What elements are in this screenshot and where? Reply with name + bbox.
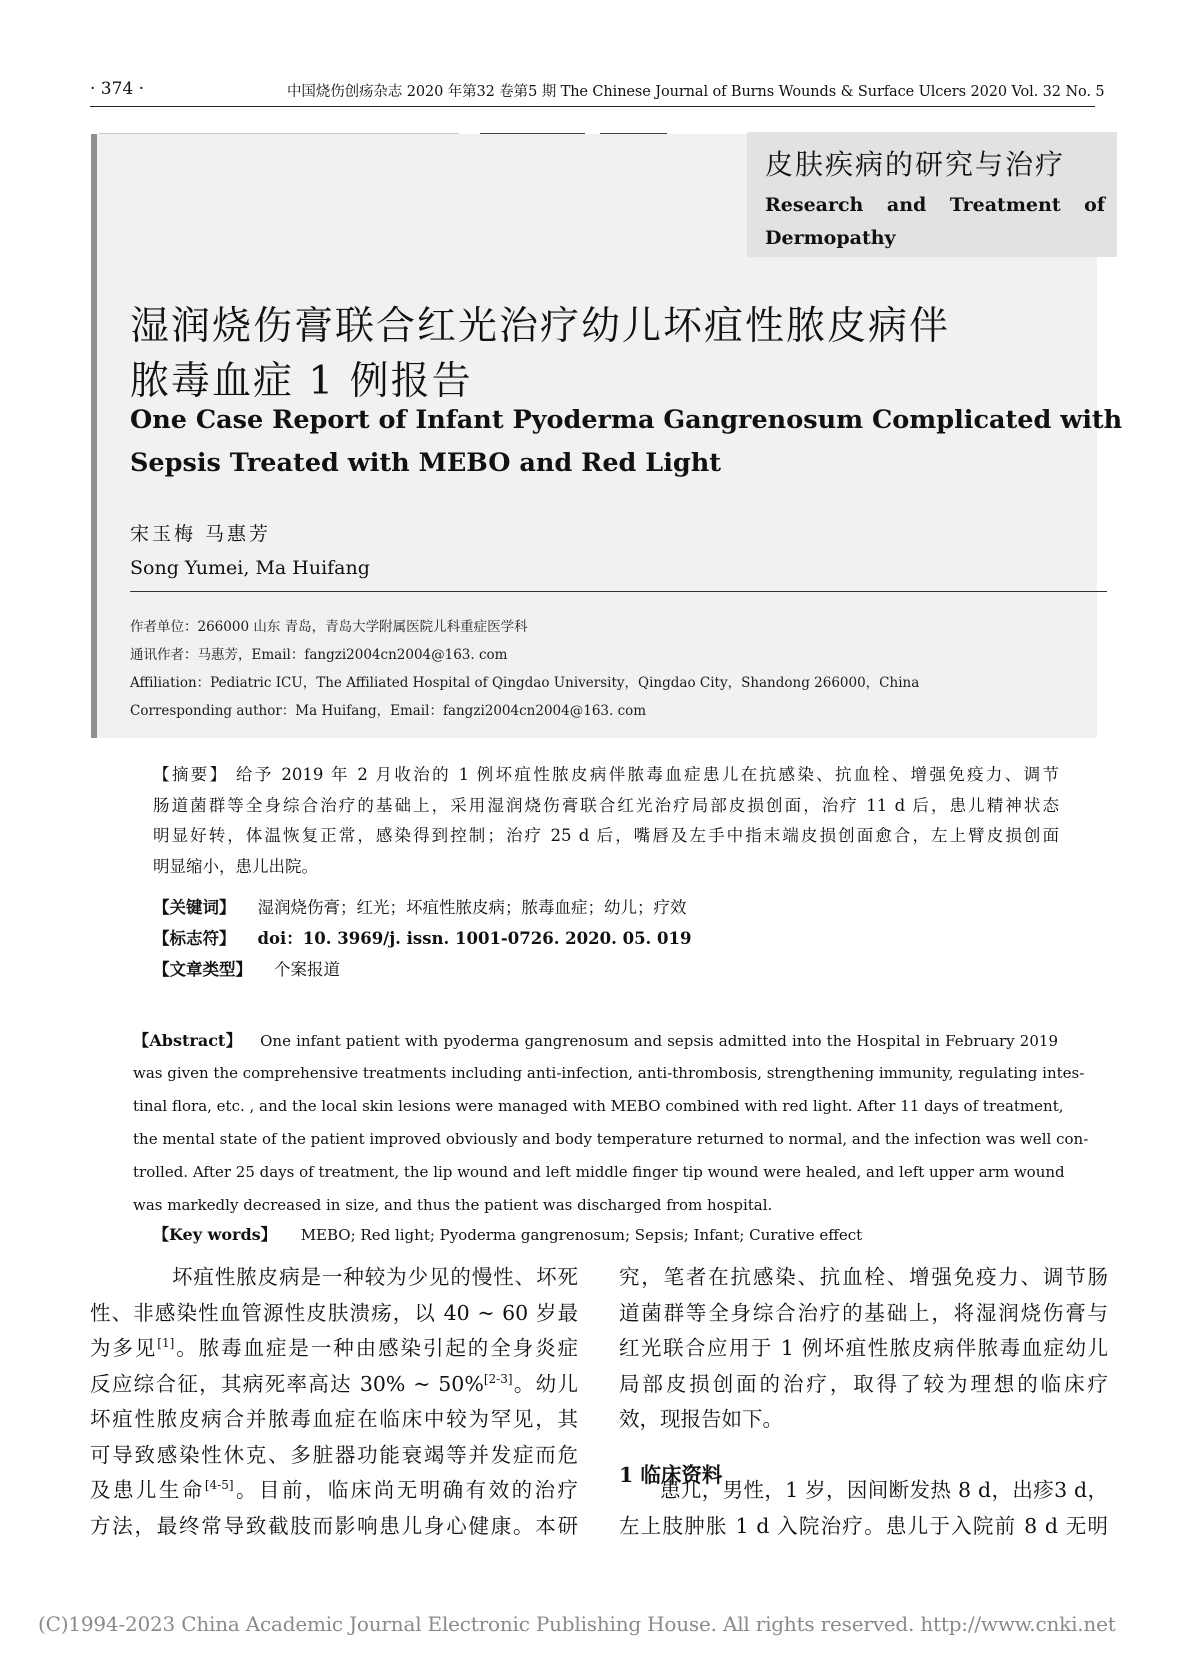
abstract-en-label: 【Abstract】 xyxy=(133,1031,243,1050)
keywords-en xyxy=(153,1222,862,1245)
body-left-line: 可导致感染性休克、多脏器功能衰竭等并发症而危 xyxy=(90,1442,578,1467)
article-type xyxy=(153,956,340,980)
column-tag-zh: 皮肤疾病的研究与治疗 xyxy=(765,148,1066,181)
authors-en: Song Yumei, Ma Huifang xyxy=(130,557,370,579)
front-matter-side-bar xyxy=(91,134,97,738)
top-rule xyxy=(600,133,667,134)
title-en-line-2: Sepsis Treated with MEBO and Red Light xyxy=(130,448,722,478)
body-right-line: 局部皮损创面的治疗，取得了较为理想的临床疗 xyxy=(619,1371,1108,1396)
body-left-line: 性、非感染性血管源性皮肤溃疡，以 40 ~ 60 岁最 xyxy=(90,1300,578,1325)
doi-label: 【标志符】 xyxy=(153,929,236,948)
keywords-en-value: MEBO; Red light; Pyoderma gangrenosum; Sepsis; Infant; Curative effect xyxy=(300,1226,863,1244)
authors-zh: 宋玉梅 马惠芳 xyxy=(130,523,272,545)
title-zh-line-1: 湿润烧伤膏联合红光治疗幼儿坏疽性脓皮病伴 xyxy=(130,304,951,349)
body-text: 及患儿生命 xyxy=(90,1478,205,1502)
running-head: 中国烧伤创疡杂志 2020 年第32 卷第5 期 The Chinese Journal of Burns Wounds & Surface Ulcers 2020 Vol. 32 No. 5 xyxy=(287,84,1105,100)
top-rule xyxy=(99,133,459,134)
abstract-en-line xyxy=(133,1024,1058,1058)
body-text: 反应综合征，其病死率高达 30% ~ 50% xyxy=(90,1371,484,1396)
abstract-zh-line: 【摘要】 给予 2019 年 2 月收治的 1 例坏疽性脓皮病伴脓毒血症患儿在抗感染、抗血栓、增强免疫力、调节 xyxy=(153,765,1059,784)
article-type-value: 个案报道 xyxy=(274,960,340,979)
body-right-line: 效，现报告如下。 xyxy=(619,1407,783,1431)
top-rule xyxy=(480,133,585,134)
corresponding-author-zh: 通讯作者：马惠芳，Email：fangzi2004cn2004@163. com xyxy=(130,647,508,663)
body-left-line xyxy=(90,1331,578,1367)
doi-value: doi：10. 3969/j. issn. 1001-0726. 2020. 05. 019 xyxy=(257,929,692,948)
title-en-line-1: One Case Report of Infant Pyoderma Gangrenosum Complicated with xyxy=(130,405,1123,435)
abstract-en-line: was markedly decreased in size, and thus the patient was discharged from hospital. xyxy=(133,1196,773,1214)
column-tag-en: Research and Treatment of Dermopathy xyxy=(765,194,1105,249)
body-left-line: 坏疽性脓皮病合并脓毒血症在临床中较为罕见，其 xyxy=(90,1407,578,1431)
body-text: 。脓毒血症是一种由感染引起的全身炎症 xyxy=(174,1336,579,1360)
body-text: 为多见 xyxy=(90,1336,158,1360)
keywords-en-label: 【Key words】 xyxy=(153,1225,277,1244)
abstract-zh-line: 肠道菌群等全身综合治疗的基础上，采用湿润烧伤膏联合红光治疗局部皮损创面，治疗 11 d 后，患儿精神状态 xyxy=(153,795,1059,815)
article-type-label: 【文章类型】 xyxy=(153,960,252,979)
abstract-zh-line: 明显缩小，患儿出院。 xyxy=(153,856,318,876)
author-rule xyxy=(130,591,1107,592)
header-rule xyxy=(90,106,1095,107)
page-number: · 374 · xyxy=(90,79,145,99)
body-left-line: 方法，最终常导致截肢而影响患儿身心健康。本研 xyxy=(90,1513,578,1538)
keywords-zh-value: 湿润烧伤膏；红光；坏疽性脓皮病；脓毒血症；幼儿；疗效 xyxy=(257,898,687,917)
abstract-zh-line: 明显好转，体温恢复正常，感染得到控制；治疗 25 d 后，嘴唇及左手中指末端皮损创面愈合，左上臂皮损创面 xyxy=(153,826,1059,845)
abstract-en-line: trolled. After 25 days of treatment, the lip wound and left middle finger tip wound were healed, and left upper arm wound xyxy=(133,1163,1065,1181)
abstract-en-text: One infant patient with pyoderma gangrenosum and sepsis admitted into the Hospital in February 2019 xyxy=(260,1032,1058,1050)
affiliation-zh: 作者单位：266000 山东 青岛，青岛大学附属医院儿科重症医学科 xyxy=(130,619,528,635)
citation: [2-3] xyxy=(483,1371,513,1386)
copyright-footer: (C)1994-2023 China Academic Journal Electronic Publishing House. All rights reserved. http://www.cnki.net xyxy=(38,1612,1116,1636)
citation: [4-5] xyxy=(204,1478,234,1493)
body-right-line: 道菌群等全身综合治疗的基础上，将湿润烧伤膏与 xyxy=(619,1300,1108,1325)
keywords-zh xyxy=(153,894,687,918)
affiliation-en: Affiliation：Pediatric ICU，The Affiliated Hospital of Qingdao University，Qingdao City，Shandong 266000，China xyxy=(130,675,920,691)
corresponding-author-en: Corresponding author：Ma Huifang，Email：fangzi2004cn2004@163. com xyxy=(130,703,647,719)
body-text: 。目前，临床尚无明确有效的治疗 xyxy=(233,1478,578,1502)
body-left-line: 坏疽性脓皮病是一种较为少见的慢性、坏死 xyxy=(172,1265,578,1289)
abstract-en-line: tinal flora, etc. , and the local skin lesions were managed with MEBO combined with red light. After 11 days of treatment, xyxy=(133,1097,1064,1115)
body-right-line: 究，笔者在抗感染、抗血栓、增强免疫力、调节肠 xyxy=(619,1265,1108,1289)
body-right-line: 患儿，男性，1 岁，因间断发热 8 d，出疹3 d， xyxy=(660,1478,1108,1502)
citation: [1] xyxy=(157,1336,175,1351)
title-zh-line-2: 脓毒血症 1 例报告 xyxy=(130,359,473,404)
body-left-line xyxy=(90,1473,578,1509)
section-heading: 1 临床资料 xyxy=(619,1463,723,1487)
body-left-line xyxy=(90,1367,578,1403)
abstract-en-line: the mental state of the patient improved obviously and body temperature returned to normal, and the infection was well con- xyxy=(133,1130,1089,1148)
body-right-line: 红光联合应用于 1 例坏疽性脓皮病伴脓毒血症幼儿 xyxy=(619,1336,1108,1360)
body-text: 。幼儿 xyxy=(512,1371,579,1396)
doi-line xyxy=(153,925,692,949)
body-right-line: 左上肢肿胀 1 d 入院治疗。患儿于入院前 8 d 无明 xyxy=(619,1513,1108,1538)
abstract-en-line: was given the comprehensive treatments including anti-infection, anti-thrombosis, strengthening immunity, regulating intes- xyxy=(133,1064,1085,1082)
keywords-zh-label: 【关键词】 xyxy=(153,898,236,917)
